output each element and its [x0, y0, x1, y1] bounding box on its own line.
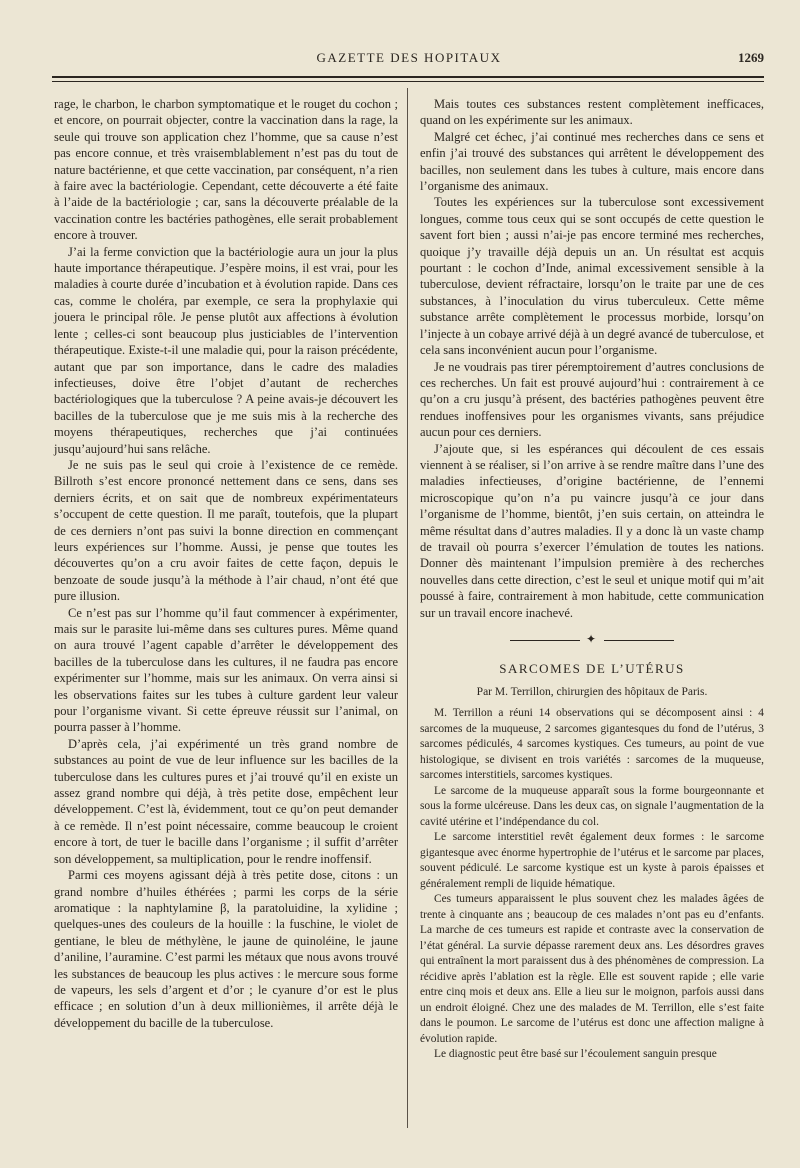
- header-rule-thin: [52, 81, 764, 82]
- paragraph: J’ai la ferme conviction que la bactériologie aura un jour la plus haute importance thérapeutique. J’espère moins, il est vrai, pour les maladies à courte durée d’incubation et à évolution rapide. Dans ces cas, comme le choléra, par exemple, ce sera la prophylaxie qui jouera le principal rôle. Je pense plutôt aux affections à évolution lente ; celles-ci sont beaucoup plus justiciables de l’intervention thérapeutique. Existe-t-il une maladie qui, pour la raison précédente, autant que par son importance, dans le cadre des maladies infectieuses, doive être l’objet d’autant de recherches bactériologiques que la tuberculose ? A peine avais-je découvert les bacilles de la tuberculose que je me suis mis à la recherche des moyens thérapeutiques, recherches que j’ai continuées jusqu’aujourd’hui sans relâche.: [54, 244, 398, 456]
- paragraph: Je ne voudrais pas tirer péremptoirement d’autres conclusions de ces recherches. Un fait est prouvé aujourd’hui : contrairement à ce qu’on a cru jusqu’à présent, des bactéries pathogènes peuvent être rendues inoffensives pour les organismes vivants, sans préjudice aucun pour ces derniers.: [420, 359, 764, 440]
- section-body: [420, 706, 764, 1063]
- paragraph: Parmi ces moyens agissant déjà à très petite dose, citons : un grand nombre d’huiles éthérées ; parmi les corps de la série aromatique : la naphtylamine β, la paratoluidine, la xylidine ; quelques-unes des couleurs de la houille : la fuschine, le violet de gentiane, le bleu de méthylène, le jaune de quinoléine, le jaune d’aniline, l’auramine. C’est parmi les métaux que nous avons trouvé les substances de beaucoup les plus actives : le mercure sous forme de vapeurs, les sels d’argent et d’or ; le cyanure d’or est le plus efficace ; en solution d’un à deux millionièmes, il arrête déjà le développement du bacille de la tuberculose.: [54, 868, 398, 1030]
- section-title: SARCOMES DE L’UTÉRUS: [499, 661, 685, 677]
- paragraph: Le sarcome interstitiel revêt également deux formes : le sarcome gigantesque avec énorme hypertrophie de l’utérus et le sarcome par places, souvent pédiculé. Le sarcome kystique est un kyste à parois épaisses et généralement rempli de liquide hématique.: [420, 831, 764, 890]
- paragraph: J’ajoute que, si les espérances qui découlent de ces essais viennent à se réaliser, si l’on arrive à se rendre maître dans l’une des maladies infectieuses, d’origine bactérienne, de l’ennemi microscopique qu’on n’a pu vaincre jusqu’à ce jour dans l’organisme de l’homme, bientôt, j’en suis certain, on atteindra le même résultat dans d’autres maladies. Il y a donc là un vaste champ de travail où pourra s’exercer l’émulation de toutes les nations. Donner dès maintenant l’impulsion première à des recherches nouvelles dans cette direction, c’est le seul et unique motif qui m’ait poussé à faire, contrairement à mon habitude, cette communication sur un travail encore inachevé.: [420, 441, 764, 620]
- paragraph: Je ne suis pas le seul qui croie à l’existence de ce remède. Billroth s’est encore prononcé nettement dans ce sens, dans ses derniers écrits, et on sait que de nombreux expérimentateurs s’occupent de cette question. Il me paraît, toutefois, que la plupart de ces derniers n’ont pas suivi la bonne direction en commençant leurs expériences sur l’homme. Aussi, je pense que toutes les découvertes qu’on a cru avoir faites de cette façon, depuis le benzoate de soude jusqu’à la méthode à l’air chaud, n’ont été que pure illusion.: [54, 457, 398, 604]
- page-header: [54, 48, 764, 70]
- paragraph: Le sarcome de la muqueuse apparaît sous la forme bourgeonnante et sous la forme ulcéreuse. Dans les deux cas, on signale l’augmentation de la cavité utérine et l’indépendance du col.: [420, 784, 764, 828]
- ornament-line-left: [510, 640, 580, 641]
- journal-title: GAZETTE DES HOPITAUX: [316, 50, 502, 65]
- page-number: 1269: [738, 50, 764, 65]
- paragraph: D’après cela, j’ai expérimenté un très grand nombre de substances au point de vue de leur influence sur les bacilles de la tuberculose dans les cultures pures et j’ai trouvé qu’il en existe un assez grand nombre qui déjà, à très petite dose, empêchent leur développement. C’est là, évidemment, tout ce qu’on peut demander à ce remède. Il n’est point nécessaire, comme beaucoup le croient encore à tort, de tuer le bacille dans l’organisme ; il suffit d’arrêter son développement, sa multiplication, pour le rendre inoffensif.: [54, 736, 398, 866]
- section-ornament: ✦: [420, 631, 764, 647]
- paragraph: M. Terrillon a réuni 14 observations qui se décomposent ainsi : 4 sarcomes de la muqueuse, 2 sarcomes gigantesques du fond de l’utérus, 3 sarcomes pédiculés, 4 sarcomes kystiques. Ces tumeurs, au point de vue histologique, se divisent en trois variétés : sarcomes de la muqueuse, sarcomes interstitiels, sarcomes kystiques.: [420, 707, 764, 782]
- paragraph: Ce n’est pas sur l’homme qu’il faut commencer à expérimenter, mais sur le parasite lui-même dans ses cultures pures. Même quand on aura trouvé l’agent capable d’arrêter le développement des bacilles de la tuberculose dans les cultures, il ne faudra pas encore expérimenter sur l’homme, mais sur les animaux. On verra ainsi si les observations faites sur les tubes à culture gardent leur valeur pour l’organisme vivant. Si cette épreuve réussit sur l’animal, on pourra passer à l’homme.: [54, 605, 398, 735]
- paragraph: Ces tumeurs apparaissent le plus souvent chez les malades âgées de trente à cinquante ans ; beaucoup de ces malades n’ont pas eu d’enfants. La marche de ces tumeurs est rapide et contraste avec la conservation de l’état général. La survie dépasse rarement deux ans. Les désordres graves qui entraînent la mort paraissent dus à des phénomènes de compression. La récidive après l’ablation est la règle. Elle est souvent rapide ; elle varie entre cinq mois et deux ans. Elle a lieu sur le moignon, parfois aussi dans un endroit éloigné. Chez une des malades de M. Terrillon, elle s’est faite dans le poumon. Le sarcome de l’utérus est donc une affection maligne à évolution rapide.: [420, 893, 764, 1045]
- section-byline: Par M. Terrillon, chirurgien des hôpitaux de Paris.: [476, 685, 708, 698]
- paragraph: Mais toutes ces substances restent complètement inefficaces, quand on les expérimente sur les animaux.: [420, 97, 764, 128]
- paragraph: rage, le charbon, le charbon symptomatique et le rouget du cochon ; et encore, on pourrait objecter, contre la vaccination dans la rage, la seule qui trouve son application chez l’homme, que sa cause n’est pas encore connue, et très vraisemblablement n’est pas du tout de nature bactérienne, et que cette vaccination, par conséquent, n’a rien à faire avec la bactériologie. Cependant, cette découverte a été faite à l’aide de la bactériologie ; car, sans la découverte préalable de la vaccination contre les bactéries pathogènes, elle serait probablement encore à trouver.: [54, 97, 398, 243]
- header-rule-thick: [52, 76, 764, 78]
- paragraph: Le diagnostic peut être basé sur l’écoulement sanguin presque: [434, 1048, 717, 1061]
- paragraph: Toutes les expériences sur la tuberculose sont excessivement longues, comme tous ceux qui se sont occupés de cette question le savent fort bien ; aussi n’ai-je pas encore terminé mes recherches, quoique j’y travaille déjà depuis un an. Un résultat est acquis pourtant : le cochon d’Inde, animal excessivement sensible à la tuberculose, devient réfractaire, lorsqu’on le traite par une de ces substances, à l’inoculation du virus tuberculeux. Cette même substance arrête complètement le processus morbide, lorsqu’on l’injecte à un cobaye arrivé déjà à un degré avancé de tuberculose, et cela sans inconvénient aucun pour l’organisme.: [420, 195, 764, 358]
- ornament-line-right: [604, 640, 674, 641]
- left-column: [54, 96, 398, 1031]
- paragraph: Malgré cet échec, j’ai continué mes recherches dans ce sens et enfin j’ai trouvé des substances qui arrêtent le développement des bacilles, non seulement dans les tubes à culture, mais encore dans l’organisme des animaux.: [420, 129, 764, 194]
- column-divider: [407, 88, 408, 1128]
- right-column: [420, 96, 764, 1063]
